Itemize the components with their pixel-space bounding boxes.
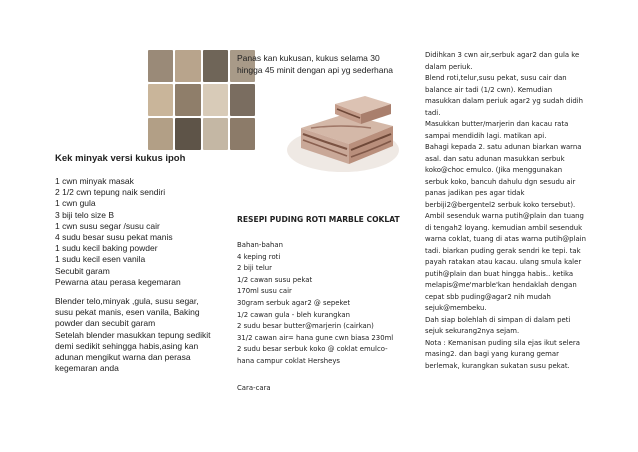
- method-line: sejuk sekurang2nya sejam.: [425, 327, 520, 335]
- steaming-instructions: [237, 52, 409, 76]
- method-heading: Cara-cara: [237, 384, 271, 392]
- pudding-method-text: [425, 50, 586, 372]
- recipe-title-puding-roti: RESEPI PUDING ROTI MARBLE COKLAT: [237, 215, 400, 224]
- ingredient-line: 2 biji telur: [237, 264, 272, 273]
- method-line: Didihkan 3 cwn air,serbuk agar2 dan gula ke: [425, 51, 580, 59]
- collage-tile: [203, 84, 228, 116]
- collage-tile: [148, 84, 173, 116]
- collage-tile: [175, 118, 200, 150]
- method-line: payah ratakan atau kacau. ulang smula kaler: [425, 258, 582, 266]
- steps-kek-minyak: [55, 296, 233, 374]
- method-line: serbuk koko, bancuh dahulu dgn sesudu air: [425, 177, 576, 186]
- recipe-title-kek-minyak: Kek minyak versi kukus ipoh: [55, 153, 186, 164]
- ingredient-line: hana campur coklat Hersheys: [237, 356, 340, 365]
- ingredient-line: 1/2 cawan gula - bleh kurangkan: [237, 310, 350, 319]
- collage-tile: [148, 118, 173, 150]
- method-line: warna coklat, tuang di atas warna putih@plain: [425, 235, 586, 243]
- ingredient-line: 170ml susu cair: [237, 287, 292, 296]
- ingredient-line: 1 cwn susu segar /susu cair: [55, 220, 160, 231]
- step-line: demi sedikit sehingga habis,asing kan: [55, 340, 199, 351]
- ingredient-line: 31/2 cawan air= hana gune cwn biasa 230ml: [237, 333, 394, 342]
- method-line: masukkan dalam periuk agar2 yg sudah didih: [425, 97, 583, 105]
- method-line: tadi.: [425, 108, 441, 117]
- method-line: Dah siap bolehlah di simpan di dalam peti: [425, 315, 571, 324]
- ingredient-line: Pewarna atau perasa kegemaran: [55, 276, 181, 287]
- ingredient-line: 4 keping roti: [237, 252, 281, 261]
- method-line: panas jadikan pes agar tidak: [425, 189, 525, 197]
- method-line: dalam periuk.: [425, 62, 473, 71]
- collage-tile: [203, 118, 228, 150]
- ingredient-line: Secubit garam: [55, 265, 110, 276]
- method-line: tadi. biarkan puding gerak sendri ke tepi. tak: [425, 246, 581, 255]
- step-line: Setelah blender masukkan tepung sedikit: [55, 329, 211, 340]
- ingredient-line: 2 1/2 cwn tepung naik sendiri: [55, 187, 166, 198]
- method-line: melapis@me'marble'kan hendaklah dengan: [425, 281, 577, 289]
- collage-tile: [203, 50, 228, 82]
- intro-line: Panas kan kukusan, kukus selama 30: [237, 53, 380, 63]
- ingredient-list-puding: [237, 240, 393, 368]
- collage-tile: [230, 84, 255, 116]
- ingredient-line: 30gram serbuk agar2 @ sepeket: [237, 298, 351, 307]
- ingredient-line: 4 sudu besar susu pekat manis: [55, 232, 173, 243]
- method-line: di tengah2 loyang. kemudian ambil sesenduk: [425, 223, 583, 232]
- collage-tile: [175, 50, 200, 82]
- method-line: sejuk@membeku.: [425, 304, 487, 312]
- method-line: koko@choc emulco. (Jika menggunakan: [425, 166, 563, 174]
- ingredient-line: Bahan-bahan: [237, 241, 283, 249]
- ingredient-line: 1 sudu kecil baking powder: [55, 243, 158, 254]
- step-line: susu pekat manis, esen vanila, Baking: [55, 307, 200, 318]
- method-line: Nota : Kemanisan puding sila ejas ikut selera: [425, 338, 580, 347]
- method-line: Blend roti,telur,susu pekat, susu cair dan: [425, 74, 567, 82]
- collage-tile: [175, 84, 200, 116]
- method-line: berlemak, kurangkan sukatan susu pekat.: [425, 361, 570, 370]
- method-line: balance air tadi (1/2 cwn). Kemudian: [425, 85, 553, 94]
- method-line: sampai mendidih lagi. matikan api.: [425, 131, 547, 140]
- ingredient-line: 1 sudu kecil esen vanila: [55, 254, 146, 265]
- ingredient-list-kek-minyak: [55, 176, 233, 288]
- ingredient-line: 1 cwn minyak masak: [55, 176, 134, 186]
- ingredient-line: 1/2 cawan susu pekat: [237, 275, 313, 284]
- method-line: Bahagi kepada 2. satu adunan biarkan warna: [425, 143, 582, 151]
- step-line: powder dan secubit garam: [55, 318, 156, 329]
- method-line: berbiji2@bergentel2 serbuk koko tersebut).: [425, 200, 576, 209]
- method-line: asal. dan satu adunan masukkan serbuk: [425, 154, 565, 163]
- step-line: Blender telo,minyak ,gula, susu segar,: [55, 296, 199, 306]
- method-line: Masukkan butter/marjerin dan kacau rata: [425, 120, 569, 128]
- collage-tile: [148, 50, 173, 82]
- ingredient-line: 1 cwn gula: [55, 198, 96, 209]
- step-line: kegemaran anda: [55, 363, 119, 374]
- method-line: Ambil sesenduk warna putih@plain dan tuang: [425, 212, 584, 220]
- ingredient-line: 3 biji telo size B: [55, 209, 115, 220]
- ingredient-line: 2 sudu besar serbuk koko @ coklat emulco-: [237, 345, 388, 354]
- intro-line: hingga 45 minit dengan api yg sederhana: [237, 65, 393, 75]
- ingredient-line: 2 sudu besar butter@marjerin (cairkan): [237, 322, 374, 331]
- method-line: putih@plain dan buat hingga habis.. ketika: [425, 269, 574, 278]
- method-line: cepat sbb puding@agar2 nih mudah: [425, 292, 551, 301]
- method-line: masing2. dan bagi yang kurang gemar: [425, 350, 559, 358]
- collage-tile: [230, 118, 255, 150]
- step-line: adunan mengikut warna dan perasa: [55, 352, 191, 363]
- marble-pudding-photo: [281, 84, 403, 180]
